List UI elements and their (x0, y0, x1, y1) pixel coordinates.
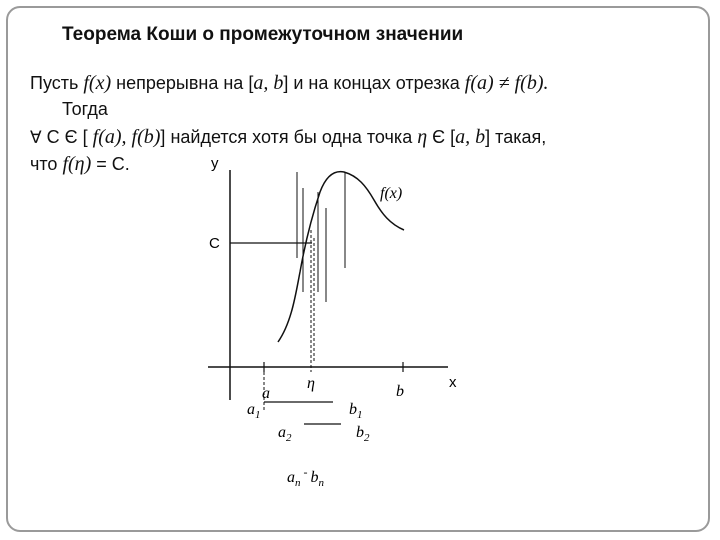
equals-c: = C. (96, 154, 130, 174)
element-of-symbol-2: Є (432, 127, 446, 147)
b1-label: $b_1$ (349, 401, 363, 421)
continuous-on-text: непрерывна на (116, 73, 244, 93)
bracket-close-2: ] (485, 127, 491, 147)
b-label: b (396, 383, 404, 400)
interval-a-b: a, b (253, 72, 284, 94)
y-axis-label: y (211, 155, 219, 172)
fa-fb-interval: f(a), f(b) (92, 126, 161, 148)
eta-variable: η (417, 126, 428, 148)
x-axis-label: x (449, 374, 457, 391)
eta-label: η (307, 375, 315, 392)
a2-label: $a_2$ (278, 424, 292, 444)
let-word: Пусть (30, 73, 79, 93)
bracket-close: ] (160, 127, 166, 147)
c-label: C (209, 235, 220, 252)
f-of-eta: f(η) (62, 153, 92, 175)
fa-not-equal-fb: f(a) ≠ f(b). (464, 72, 549, 94)
bracket-open: [ (82, 127, 88, 147)
b2-label: $b_2$ (356, 424, 370, 444)
at-ends-text: и на концах отрезка (293, 73, 460, 93)
forall-symbol: ∀ (30, 128, 42, 148)
fx-label: f(x) (380, 185, 403, 202)
f-of-x: f(x) (83, 72, 112, 94)
slide-title: Теорема Коши о промежуточном значении (62, 24, 464, 45)
c-variable: C (46, 127, 60, 147)
such-that-text: такая, (495, 127, 547, 147)
bracket-open: [ (248, 73, 254, 93)
then-word: Тогда (62, 99, 108, 119)
element-of-symbol: Є (64, 127, 78, 147)
that-word: что (30, 154, 58, 174)
bracket-open-2: [ (450, 127, 456, 147)
exists-point-text: найдется хотя бы одна точка (170, 127, 413, 147)
interval-a-b-2: a, b (455, 126, 486, 148)
a1-label: $a_1$ (247, 401, 261, 421)
bracket-close: ] (283, 73, 289, 93)
an-bn-label: $a_n^-$ $b_n$ (287, 465, 324, 489)
a-label: a (262, 385, 270, 402)
